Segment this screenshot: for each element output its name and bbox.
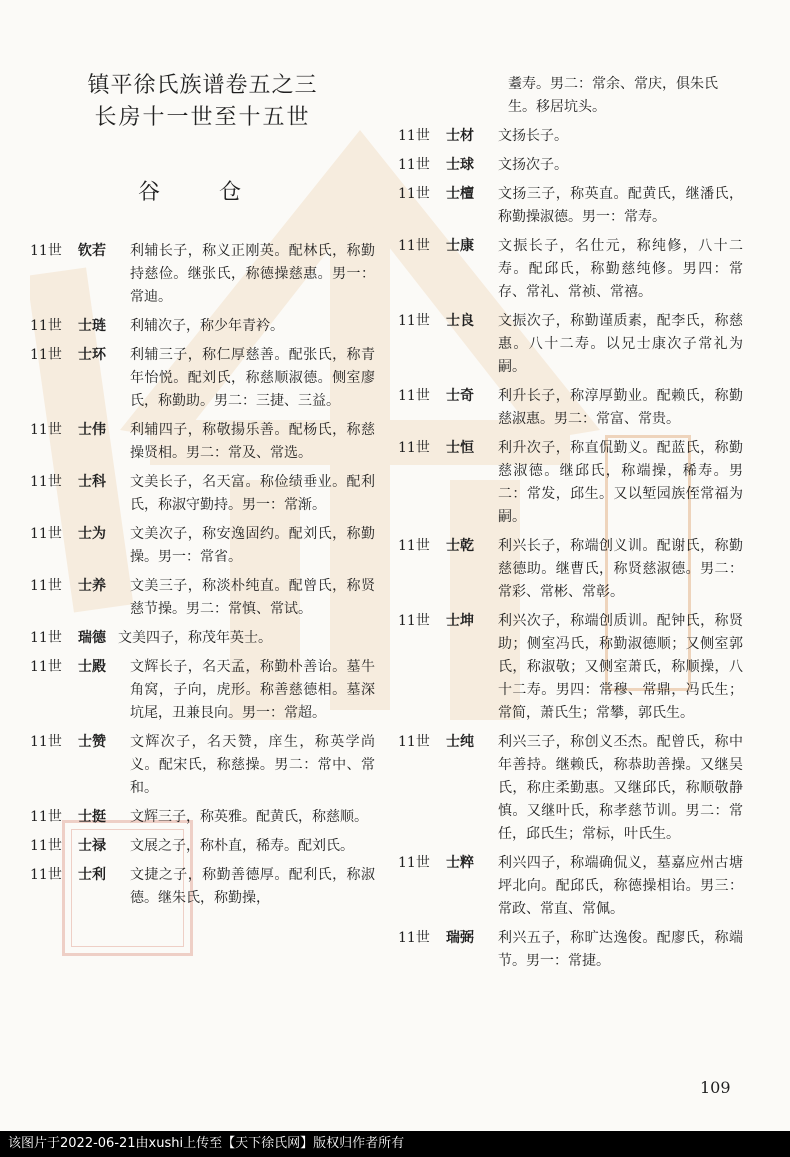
page-title: 镇平徐氏族谱卷五之三 [87, 73, 318, 98]
person-description: 文振次子，称勤谨质素，配李氏，称慈惠。八十二寿。以兄士康次子常礼为嗣。 [498, 313, 743, 375]
person-description: 文扬三子，称英直。配黄氏，继潘氏，称勤操淑德。男一：常寿。 [498, 186, 743, 225]
genealogy-entry [30, 731, 375, 800]
generation-label: 11世 [398, 538, 430, 554]
genealogy-entry [398, 927, 743, 973]
generation-label: 11世 [30, 422, 62, 438]
person-description: 文辉次子，名天赞，庠生，称英学尚义。配宋氏，称慈操。男二：常中、常和。 [130, 734, 375, 796]
generation-label: 11世 [30, 809, 62, 825]
person-description: 文扬长子。 [498, 128, 568, 144]
genealogy-entry [30, 627, 375, 650]
genealogy-entry [398, 385, 743, 431]
generation-label: 11世 [398, 157, 430, 173]
person-description: 文辉三子，称英雅。配黄氏，称慈顺。 [130, 809, 368, 825]
person-description: 文展之子，称朴直，稀寿。配刘氏。 [130, 838, 354, 854]
genealogy-entry [30, 419, 375, 465]
person-name: 士殿 [78, 659, 106, 675]
person-name: 士利 [78, 867, 106, 883]
person-description: 利升次子，称直侃勤义。配蓝氏，称勤慈淑德。继邱氏，称端操，稀寿。男二：常发，邱生。又以堑园族侄常福为嗣。 [498, 440, 743, 525]
person-name: 士奇 [446, 388, 474, 404]
person-description: 文捷之子，称勤善德厚。配利氏，称淑德。继朱氏，称勤操， [130, 867, 375, 906]
genealogy-entry [398, 310, 743, 379]
person-name: 士球 [446, 157, 474, 173]
generation-label: 11世 [30, 526, 62, 542]
person-description: 文辉长子，名天孟，称勤朴善诒。墓牛角窝，子向，虎形。称善慈德相。墓深坑尾，丑兼艮向。男一：常超。 [130, 659, 375, 721]
genealogy-entry [30, 806, 375, 829]
person-description: 文振长子，名仕元，称纯修，八十二寿。配邱氏，称勤慈纯修。男四：常存、常礼、常祯、常禧。 [498, 238, 743, 300]
right-column [398, 73, 743, 979]
person-description: 利辅四子，称敬揚乐善。配杨氏，称慈操贤相。男二：常及、常选。 [130, 422, 375, 461]
generation-label: 11世 [30, 630, 62, 646]
generation-label: 11世 [30, 347, 62, 363]
person-description: 利辅三子，称仁厚慈善。配张氏，称青年怡悦。配刘氏，称慈顺淑德。侧室廖氏，称勤助。男二：三捷、三益。 [130, 347, 375, 409]
continuation-text: 耋寿。男二：常余、常庆，俱朱氏生。移居坑头。 [508, 76, 718, 115]
person-name: 士纯 [446, 734, 474, 750]
person-name: 瑞德 [78, 630, 106, 646]
section-heading: 谷 仓 [138, 180, 267, 205]
person-name: 士环 [78, 347, 106, 363]
generation-label: 11世 [30, 659, 62, 675]
genealogy-entry [30, 315, 375, 338]
title-block [30, 70, 375, 134]
person-name: 士赞 [78, 734, 106, 750]
generation-label: 11世 [398, 238, 430, 254]
person-description: 利辅长子，称义正刚英。配林氏，称勤持慈俭。继张氏，称德操慈惠。男一：常迪。 [130, 243, 375, 305]
person-description: 利兴次子，称端创质训。配钟氏，称贤助；侧室冯氏，称勤淑德顺；又侧室郭氏，称淑敬；又侧室萧氏，称顺操，八十二寿。男四：常穆、常鼎，冯氏生；常简，萧氏生；常攀，郭氏生。 [498, 613, 743, 721]
person-description: 利兴长子，称端创义训。配谢氏，称勤慈德助。继曹氏，称贤慈淑德。男二：常彩、常彬、常彰。 [498, 538, 743, 600]
genealogy-entry [398, 852, 743, 921]
left-column [30, 240, 375, 916]
genealogy-entry [30, 575, 375, 621]
generation-label: 11世 [398, 388, 430, 404]
person-name: 士檀 [446, 186, 474, 202]
person-description: 利升长子，称淳厚勤业。配赖氏，称勤慈淑惠。男二：常富、常贵。 [498, 388, 743, 427]
generation-label: 11世 [398, 734, 430, 750]
genealogy-entry [398, 183, 743, 229]
genealogy-entry [398, 610, 743, 725]
genealogy-entry [30, 864, 375, 910]
genealogy-entry [30, 471, 375, 517]
genealogy-entry [30, 835, 375, 858]
generation-label: 11世 [30, 318, 62, 334]
person-name: 士乾 [446, 538, 474, 554]
person-name: 士伟 [78, 422, 106, 438]
genealogy-entry [30, 656, 375, 725]
genealogy-entry [398, 235, 743, 304]
generation-label: 11世 [398, 613, 430, 629]
person-name: 士粹 [446, 855, 474, 871]
person-name: 士禄 [78, 838, 106, 854]
generation-label: 11世 [30, 734, 62, 750]
genealogy-entry [398, 731, 743, 846]
person-description: 利兴三子，称创义丕杰。配曾氏，称中年善持。继赖氏，称恭助善操。又继吴氏，称庄柔勤惠。又继邱氏，称顺敬静慎。又继叶氏，称孝慈节训。男二：常任，邱氏生；常标，叶氏生。 [498, 734, 743, 842]
person-name: 士恒 [446, 440, 474, 456]
person-name: 士康 [446, 238, 474, 254]
genealogy-entry [30, 523, 375, 569]
person-description: 利辅次子，称少年青衿。 [130, 318, 284, 334]
upload-footer: 该图片于2022-06-21由xushi上传至【天下徐氏网】版权归作者所有 [0, 1131, 790, 1157]
generation-label: 11世 [398, 855, 430, 871]
generation-label: 11世 [398, 440, 430, 456]
person-description: 文美长子，名天富。称俭绩垂业。配利氏，称淑守勤持。男一：常渐。 [130, 474, 375, 513]
person-name: 士琏 [78, 318, 106, 334]
genealogy-entry [30, 240, 375, 309]
generation-label: 11世 [398, 930, 430, 946]
person-name: 士材 [446, 128, 474, 144]
genealogy-entry [398, 535, 743, 604]
person-name: 钦若 [78, 243, 106, 259]
person-description: 利兴四子，称端确侃义，墓嘉应州古塘坪北向。配邱氏，称德操相诒。男三：常政、常直、常佩。 [498, 855, 743, 917]
person-description: 文美四子，称茂年英士。 [118, 630, 272, 646]
person-name: 士科 [78, 474, 106, 490]
person-name: 士良 [446, 313, 474, 329]
generation-label: 11世 [30, 867, 62, 883]
generation-label: 11世 [398, 313, 430, 329]
person-name: 士养 [78, 578, 106, 594]
page-number: 109 [700, 1078, 731, 1097]
person-name: 士坤 [446, 613, 474, 629]
generation-label: 11世 [30, 838, 62, 854]
generation-label: 11世 [30, 474, 62, 490]
genealogy-entry [398, 154, 743, 177]
person-name: 士挺 [78, 809, 106, 825]
person-description: 文美次子，称安逸固约。配刘氏，称勤操。男一：常省。 [130, 526, 375, 565]
person-description: 文美三子，称淡朴纯直。配曾氏，称贤慈节操。男二：常慎、常试。 [130, 578, 375, 617]
person-description: 文扬次子。 [498, 157, 568, 173]
generation-label: 11世 [398, 186, 430, 202]
person-name: 瑞弼 [446, 930, 474, 946]
person-description: 利兴五子，称旷达逸俊。配廖氏，称端节。男一：常捷。 [498, 930, 743, 969]
page-subtitle: 长房十一世至十五世 [94, 105, 311, 130]
genealogy-entry [30, 344, 375, 413]
generation-label: 11世 [30, 578, 62, 594]
genealogy-entry [398, 125, 743, 148]
genealogy-entry [398, 437, 743, 529]
person-name: 士为 [78, 526, 106, 542]
generation-label: 11世 [398, 128, 430, 144]
generation-label: 11世 [30, 243, 62, 259]
